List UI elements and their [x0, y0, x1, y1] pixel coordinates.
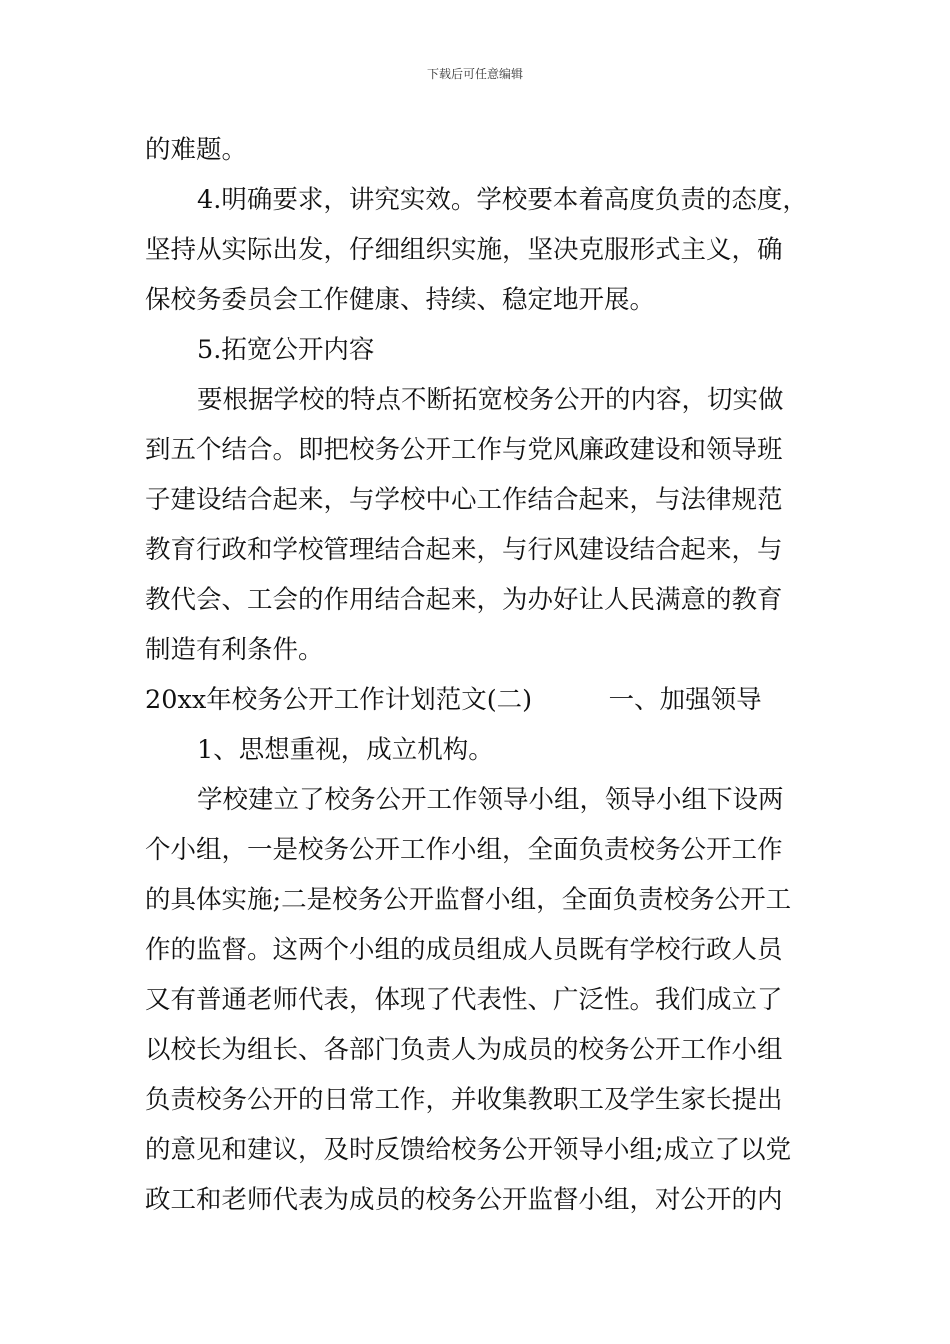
text-line: 坚持从实际出发，仔细组织实施，坚决克服形式主义，确 [145, 235, 783, 265]
text-line: 5.拓宽公开内容 [197, 335, 375, 365]
text-line: 到五个结合。即把校务公开工作与党风廉政建设和领导班 [145, 435, 783, 465]
text-line: 学校建立了校务公开工作领导小组，领导小组下设两 [197, 785, 784, 815]
text-line: 4.明确要求，讲究实效。学校要本着高度负责的态度， [197, 185, 808, 215]
text-line: 制造有利条件。 [145, 635, 324, 665]
text-line: 教育行政和学校管理结合起来，与行风建设结合起来，与 [145, 535, 783, 565]
text-line: 的难题。 [145, 135, 248, 165]
text-line: 以校长为组长、各部门负责人为成员的校务公开工作小组 [145, 1035, 783, 1065]
text-line: 教代会、工会的作用结合起来，为办好让人民满意的教育 [145, 585, 783, 615]
section-heading-line: 20xx年校务公开工作计划范文(二) 一、加强领导 [145, 685, 762, 715]
text-line: 负责校务公开的日常工作，并收集教职工及学生家长提出 [145, 1085, 783, 1115]
text-line: 要根据学校的特点不断拓宽校务公开的内容，切实做 [197, 385, 784, 415]
text-line: 作的监督。这两个小组的成员组成人员既有学校行政人员 [145, 935, 783, 965]
text-line: 保校务委员会工作健康、持续、稳定地开展。 [145, 285, 656, 315]
text-line: 又有普通老师代表，体现了代表性、广泛性。我们成立了 [145, 985, 783, 1015]
text-line: 个小组，一是校务公开工作小组，全面负责校务公开工作 [145, 835, 783, 865]
text-line: 1、思想重视，成立机构。 [197, 735, 494, 765]
text-line: 政工和老师代表为成员的校务公开监督小组，对公开的内 [145, 1185, 783, 1215]
document-body [145, 125, 825, 1225]
text-line: 的具体实施;二是校务公开监督小组，全面负责校务公开工 [145, 885, 792, 915]
text-line: 子建设结合起来，与学校中心工作结合起来，与法律规范 [145, 485, 783, 515]
page-header-note: 下载后可任意编辑 [426, 67, 523, 81]
text-line: 的意见和建议，及时反馈给校务公开领导小组;成立了以党 [145, 1135, 792, 1165]
